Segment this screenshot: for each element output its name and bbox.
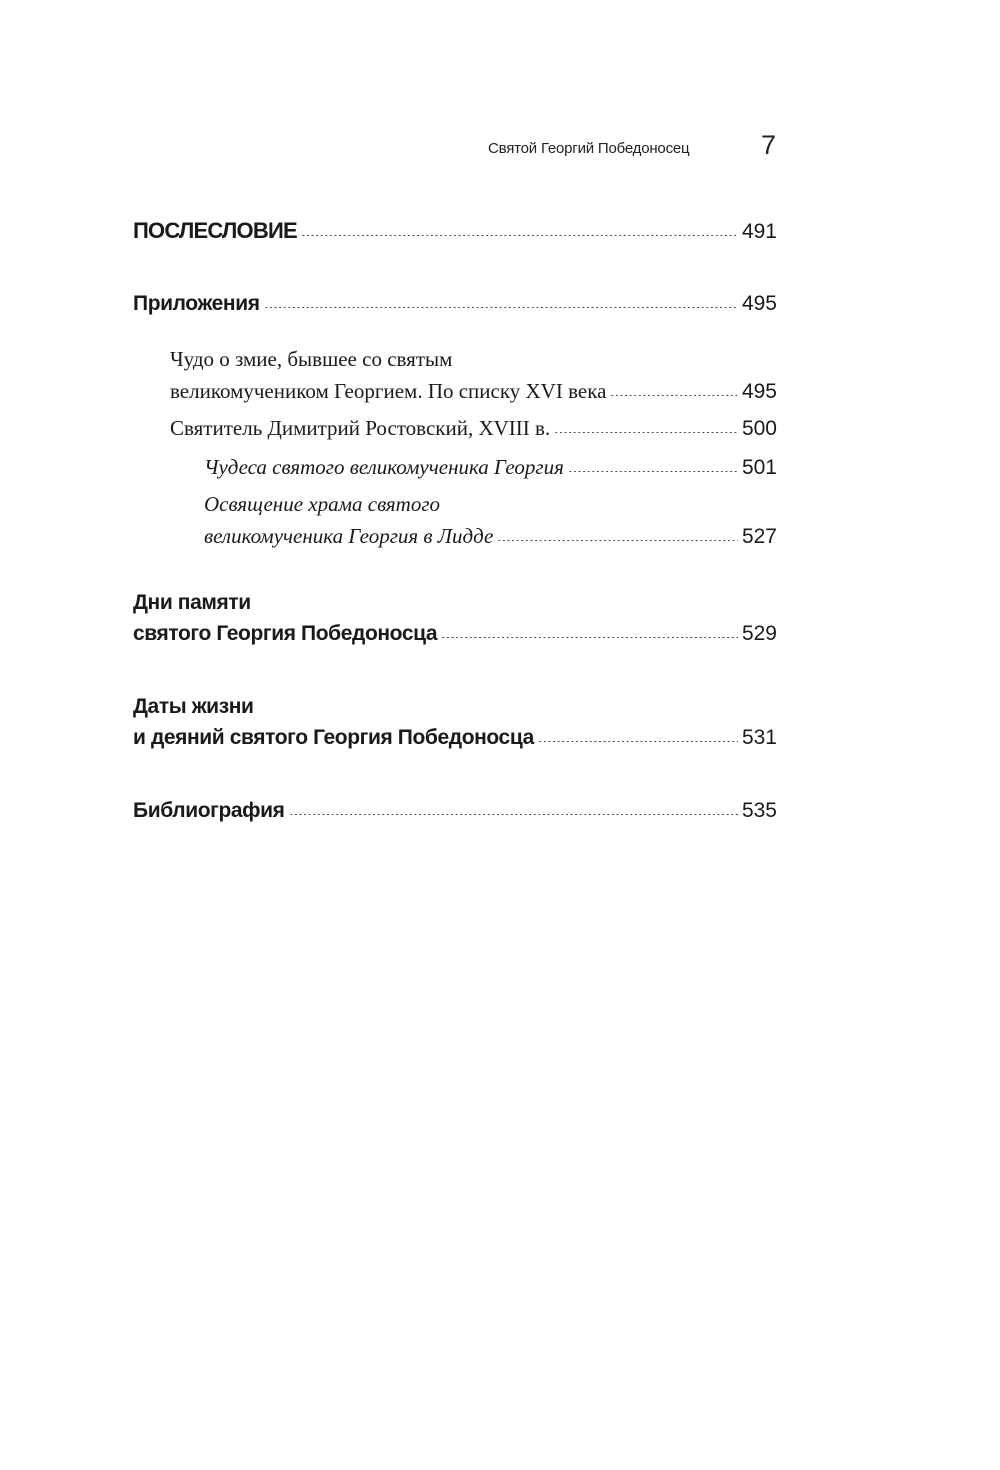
toc-entry-label-line1: Освящение храма святого [204,492,441,516]
leader-dots [497,540,738,541]
table-of-contents [133,215,777,826]
toc-entry-memory-days[interactable] [133,587,777,649]
leader-dots [554,432,738,433]
toc-entry-dimitry-rostovsky[interactable] [133,412,777,445]
toc-entry-page: 501 [741,456,777,479]
running-header [480,130,780,166]
toc-entry-label-line1: Даты жизни [133,695,254,718]
toc-entry-label-line2: святого Георгия Победоносца [133,622,438,645]
toc-entry-page: 527 [741,525,777,548]
leader-dots [610,395,738,396]
toc-entry-consecration-of-temple[interactable] [133,488,777,553]
toc-entry-label-line2: и деяний святого Георгия Победоносца [133,726,534,749]
toc-entry-label: Библиография [133,799,285,822]
toc-entry-bibliography[interactable] [133,795,777,826]
leader-dots [289,814,738,815]
toc-entry-page: 495 [741,292,777,315]
page-number: 7 [760,130,776,160]
toc-entry-label: ПОСЛЕСЛОВИЕ [133,218,297,243]
leader-dots [538,741,738,742]
toc-entry-page: 529 [741,622,777,645]
toc-entry-page: 531 [741,726,777,749]
toc-entry-page: 491 [741,220,777,243]
leader-dots [568,471,738,472]
toc-entry-label: Чудеса святого великомученика Георгия [204,455,564,479]
toc-entry-label-line2: великомучеником Георгием. По списку XVI века [170,379,607,403]
toc-entry-afterword[interactable] [133,215,777,246]
toc-entry-label-line2: великомученика Георгия в Лидде [204,524,494,548]
toc-entry-page: 500 [741,417,777,440]
toc-entry-miracle-of-serpent[interactable] [133,343,777,408]
leader-dots [264,307,738,308]
toc-entry-label-line1: Дни памяти [133,591,251,614]
toc-entry-life-dates[interactable] [133,691,777,753]
toc-entry-page: 495 [741,380,777,403]
leader-dots [441,637,738,638]
toc-entry-appendices[interactable] [133,288,777,319]
toc-entry-miracles-of-george[interactable] [133,451,777,484]
toc-entry-label: Приложения [133,292,260,315]
toc-entry-page: 535 [741,799,777,822]
toc-entry-label-line1: Чудо о змие, бывшее со святым [170,347,453,371]
leader-dots [301,235,738,236]
running-title: Святой Георгий Победоносец [488,140,690,157]
toc-entry-label: Святитель Димитрий Ростовский, XVIII в. [170,416,551,440]
